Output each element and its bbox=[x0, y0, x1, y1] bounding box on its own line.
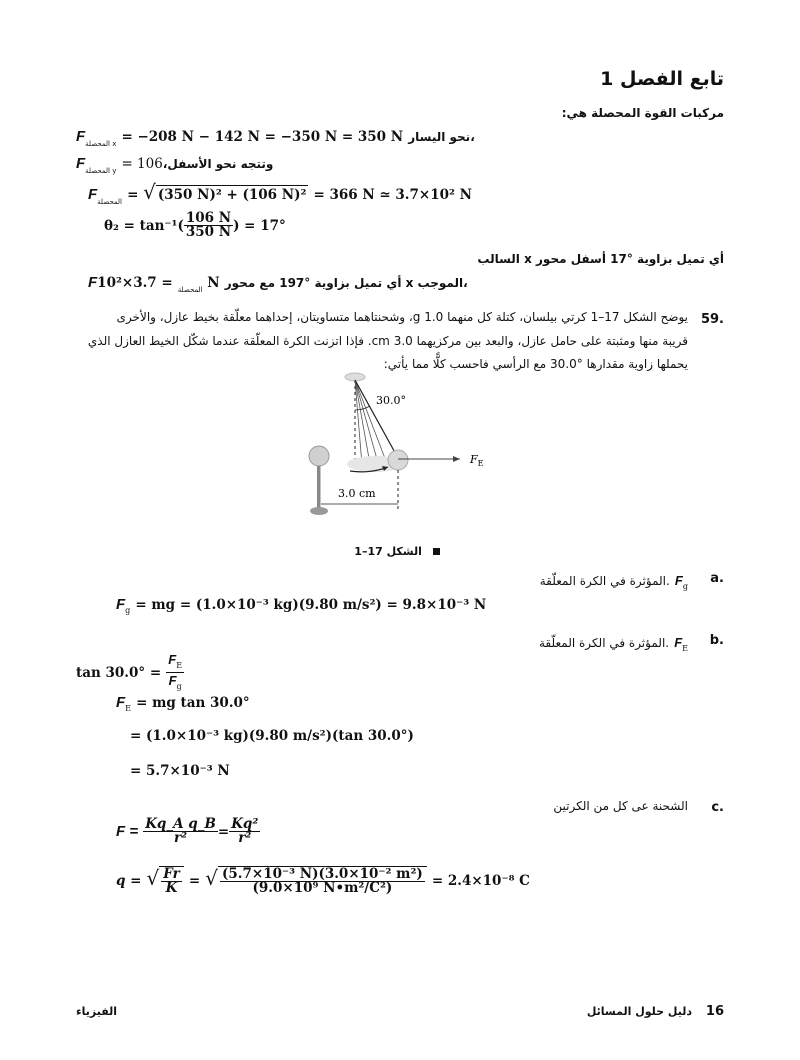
figure-caption: الشكل 17–1 bbox=[354, 540, 440, 559]
angle-label: 30.0° bbox=[376, 394, 406, 407]
final-value: = 3.7×10² N bbox=[97, 275, 220, 291]
page-number: 16 bbox=[705, 1004, 724, 1019]
fx-subscript: المحصلة x bbox=[85, 140, 117, 148]
part-c-prompt: الشحنة عى كل من الكرتين bbox=[553, 799, 688, 813]
fy-subscript: المحصلة y bbox=[85, 167, 117, 175]
part-b-letter: b. bbox=[709, 633, 724, 648]
part-b-line-3: = (1.0×10⁻³ kg)(9.80 m/s²)(tan 30.0°) bbox=[130, 728, 414, 744]
final-subscript: المحصلة bbox=[177, 286, 203, 294]
fy-symbol: F bbox=[76, 155, 86, 172]
force-arrowhead bbox=[453, 456, 460, 462]
footer-subject: الفيزياء bbox=[76, 1005, 118, 1018]
thread-fan bbox=[355, 380, 386, 461]
part-a-prompt: المؤثرة في الكرة المعلّقة. $F_g$ bbox=[539, 573, 688, 591]
theta-denominator: 350 N bbox=[185, 224, 232, 240]
fx-symbol: F bbox=[76, 128, 86, 145]
final-symbol: F bbox=[88, 274, 98, 291]
theta-rhs: ) = 17° bbox=[233, 218, 286, 234]
final-direction: أي تميل بزاوية °197 مع محور x الموجب، bbox=[224, 276, 468, 290]
stand-base bbox=[310, 507, 328, 515]
fx-equation bbox=[76, 126, 475, 148]
fy-direction: ،وتتجه نحو الأسفل bbox=[162, 157, 274, 171]
fx-direction: نحو اليسار، bbox=[408, 130, 475, 144]
chapter-title: تابع الفصل 1 bbox=[600, 68, 724, 90]
theta-numerator: 106 N bbox=[185, 210, 232, 226]
ceiling-mount bbox=[345, 373, 365, 381]
problem-line-2: قريبة منها ومثبتة على حامل عازل، والبعد بين مركزيهما 3.0 cm. فإذا اتزنت الكرة المعلّقة عندما شكّل الخيط العازل الذي bbox=[87, 334, 688, 348]
statement-angle: أي تميل بزاوية °17 أسفل محور x السالب bbox=[477, 252, 724, 266]
pith-ball-figure bbox=[290, 370, 510, 525]
force-label: $F_E$ bbox=[470, 453, 484, 468]
fy-value: = 106 bbox=[121, 156, 163, 172]
part-a-equation: $F_g$ = mg = (1.0×10⁻³ kg)(9.80 m/s²) = 9.8×10⁻³ N bbox=[116, 596, 487, 615]
fr-subscript: المحصلة bbox=[97, 198, 122, 206]
final-equation bbox=[88, 272, 468, 294]
fr-result: = 366 N ≃ 3.7×10² N bbox=[313, 187, 472, 203]
problem-number: 59. bbox=[700, 312, 724, 327]
fx-value: = −208 N − 142 N = −350 N = 350 N bbox=[121, 129, 404, 145]
distance-label: 3.0 cm bbox=[338, 487, 376, 500]
thread-main bbox=[355, 380, 398, 458]
fr-symbol: F bbox=[88, 186, 98, 203]
stand-rod bbox=[317, 466, 321, 510]
part-b-line-2: $F_E$ = mg tan 30.0° bbox=[116, 694, 250, 713]
components-heading: مركبات القوة المحصلة هي: bbox=[561, 106, 724, 120]
part-b-tan: tan 30.0° = $\frac{F_E}{F_g}$ bbox=[76, 652, 183, 691]
part-b-line-4: = 5.7×10⁻³ N bbox=[130, 763, 230, 779]
problem-line-3: يحملها زاوية مقدارها °30.0 مع الرأسي فاحسب كلًّا مما يأتي: bbox=[383, 357, 688, 371]
problem-line-1: يوضح الشكل 17–1 كرتي بيلسان، كتلة كل منهما 1.0 g، وشحنتاهما متساويتان، إحداهما معلّقة بخيط عازل، والأخرى bbox=[116, 310, 688, 324]
hanging-ball bbox=[388, 450, 408, 470]
fixed-ball bbox=[309, 446, 329, 466]
charge-equation: q = √ $\frac{Fr}{K}$ = √ $\frac{\text{(5.7×10⁻³ N)(3.0×10⁻² m²)}}{\text{(9.0×10⁹ N•m²/C²)}}$ = 2.4×10⁻⁸ C bbox=[116, 866, 530, 896]
part-a-letter: a. bbox=[710, 571, 724, 586]
fy-equation bbox=[76, 153, 273, 175]
theta-lhs: θ₂ = tan⁻¹( bbox=[104, 218, 184, 234]
footer-guide: دليل حلول المسائل bbox=[586, 1005, 692, 1018]
fr-equation: $F_{المحصلة}$ = √ (350 N)² + (106 N)² = 366 N ≃ 3.7×10² N bbox=[88, 180, 472, 206]
coulomb-equation: F = $\frac{\text{Kq\_A q\_B}}{\text{r²}}$ = $\frac{\text{Kq²}}{\text{r²}}$ bbox=[116, 816, 259, 846]
part-c-letter: c. bbox=[711, 800, 724, 815]
part-b-prompt: المؤثرة في الكرة المعلّقة. $F_E$ bbox=[539, 635, 688, 653]
theta-equation bbox=[104, 212, 286, 239]
fr-sqrt: (350 N)² + (106 N)² bbox=[157, 187, 307, 203]
